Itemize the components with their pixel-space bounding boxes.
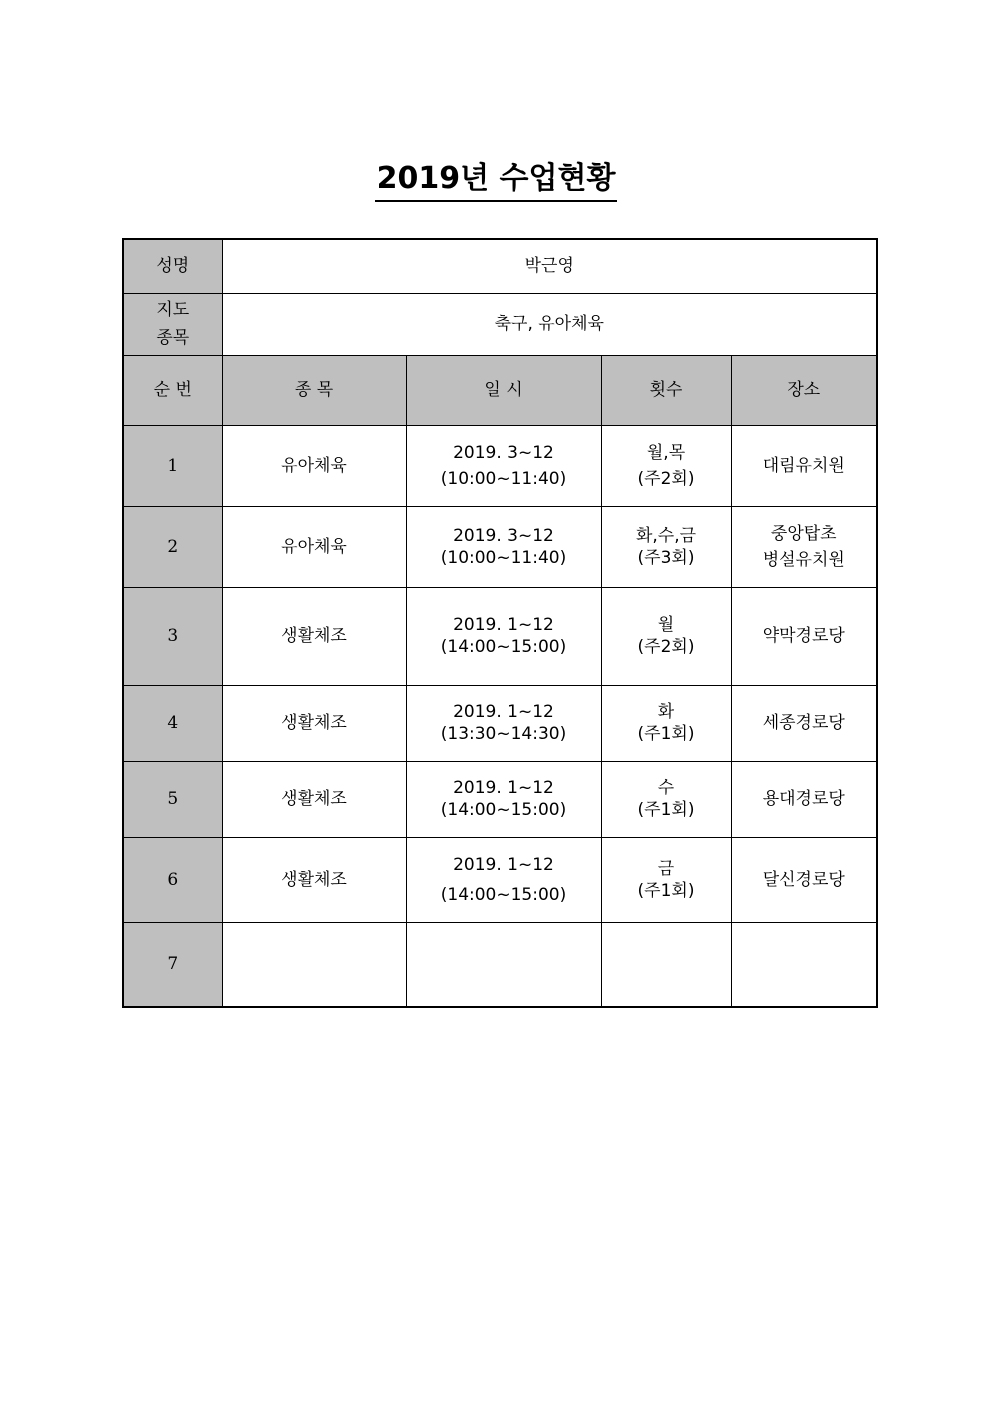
header-subject: 종 목 bbox=[222, 355, 406, 425]
row-freq: (주3회) bbox=[637, 547, 695, 568]
row-frequency bbox=[601, 837, 731, 922]
row-place: 약막경로당 bbox=[731, 587, 877, 685]
header-row bbox=[123, 355, 877, 425]
row-freq: (주1회) bbox=[637, 880, 695, 901]
row-time: (13:30~14:30) bbox=[440, 724, 567, 744]
row-datetime bbox=[406, 922, 601, 1007]
row-subject: 유아체육 bbox=[222, 506, 406, 587]
row-subject: 생활체조 bbox=[222, 761, 406, 837]
header-datetime: 일 시 bbox=[406, 355, 601, 425]
row-days: 월 bbox=[657, 615, 675, 635]
row-place-line1: 중앙탑초 bbox=[770, 523, 837, 544]
table-row bbox=[123, 685, 877, 761]
row-number: 6 bbox=[123, 837, 222, 922]
row-datetime bbox=[406, 506, 601, 587]
row-date: 2019. 1~12 bbox=[453, 778, 554, 798]
table-row bbox=[123, 837, 877, 922]
row-time: (14:00~15:00) bbox=[440, 884, 567, 905]
document-title bbox=[0, 160, 992, 202]
row-freq: (주2회) bbox=[637, 468, 695, 489]
subject-row bbox=[123, 293, 877, 355]
row-subject: 생활체조 bbox=[222, 685, 406, 761]
table-row bbox=[123, 425, 877, 506]
row-place: 용대경로당 bbox=[731, 761, 877, 837]
row-datetime bbox=[406, 587, 601, 685]
row-days: 금 bbox=[657, 858, 675, 879]
row-place: 세종경로당 bbox=[731, 685, 877, 761]
header-place: 장소 bbox=[731, 355, 877, 425]
row-place bbox=[731, 506, 877, 587]
row-subject: 생활체조 bbox=[222, 587, 406, 685]
document-title-text: 2019년 수업현황 bbox=[375, 160, 618, 202]
row-frequency bbox=[601, 685, 731, 761]
row-place: 대림유치원 bbox=[731, 425, 877, 506]
row-datetime bbox=[406, 761, 601, 837]
row-frequency bbox=[601, 922, 731, 1007]
name-value: 박근영 bbox=[222, 239, 877, 293]
row-subject bbox=[222, 922, 406, 1007]
header-no: 순 번 bbox=[123, 355, 222, 425]
row-days: 화,수,금 bbox=[635, 525, 697, 546]
row-frequency bbox=[601, 506, 731, 587]
name-row bbox=[123, 239, 877, 293]
row-place: 달신경로당 bbox=[731, 837, 877, 922]
class-status-table bbox=[122, 238, 878, 1008]
row-date: 2019. 3~12 bbox=[453, 442, 554, 463]
row-date: 2019. 1~12 bbox=[453, 615, 554, 635]
row-subject: 생활체조 bbox=[222, 837, 406, 922]
row-number: 2 bbox=[123, 506, 222, 587]
table-row bbox=[123, 761, 877, 837]
table-row bbox=[123, 587, 877, 685]
row-frequency bbox=[601, 761, 731, 837]
row-freq: (주1회) bbox=[637, 724, 695, 744]
row-days: 화 bbox=[657, 702, 675, 722]
row-time: (14:00~15:00) bbox=[440, 637, 567, 657]
row-time: (10:00~11:40) bbox=[440, 547, 567, 568]
row-place-line2: 병설유치원 bbox=[762, 549, 845, 570]
row-place bbox=[731, 922, 877, 1007]
row-datetime bbox=[406, 425, 601, 506]
row-number: 7 bbox=[123, 922, 222, 1007]
subject-label-line1: 지도 bbox=[156, 300, 190, 320]
row-days: 수 bbox=[657, 778, 675, 798]
row-time: (10:00~11:40) bbox=[440, 468, 567, 489]
row-datetime bbox=[406, 685, 601, 761]
row-date: 2019. 1~12 bbox=[453, 854, 554, 875]
row-date: 2019. 1~12 bbox=[453, 702, 554, 722]
row-frequency bbox=[601, 587, 731, 685]
subject-value: 축구, 유아체육 bbox=[222, 293, 877, 355]
header-frequency: 횟수 bbox=[601, 355, 731, 425]
subject-label bbox=[123, 293, 222, 355]
row-number: 5 bbox=[123, 761, 222, 837]
row-number: 4 bbox=[123, 685, 222, 761]
row-frequency bbox=[601, 425, 731, 506]
row-time: (14:00~15:00) bbox=[440, 800, 567, 820]
row-number: 3 bbox=[123, 587, 222, 685]
row-subject: 유아체육 bbox=[222, 425, 406, 506]
table-row bbox=[123, 506, 877, 587]
row-number: 1 bbox=[123, 425, 222, 506]
name-label: 성명 bbox=[123, 239, 222, 293]
row-datetime bbox=[406, 837, 601, 922]
row-days: 월,목 bbox=[646, 442, 686, 463]
subject-label-line2: 종목 bbox=[156, 328, 190, 348]
row-date: 2019. 3~12 bbox=[453, 525, 554, 546]
table-row bbox=[123, 922, 877, 1007]
row-freq: (주2회) bbox=[637, 637, 695, 657]
row-freq: (주1회) bbox=[637, 800, 695, 820]
